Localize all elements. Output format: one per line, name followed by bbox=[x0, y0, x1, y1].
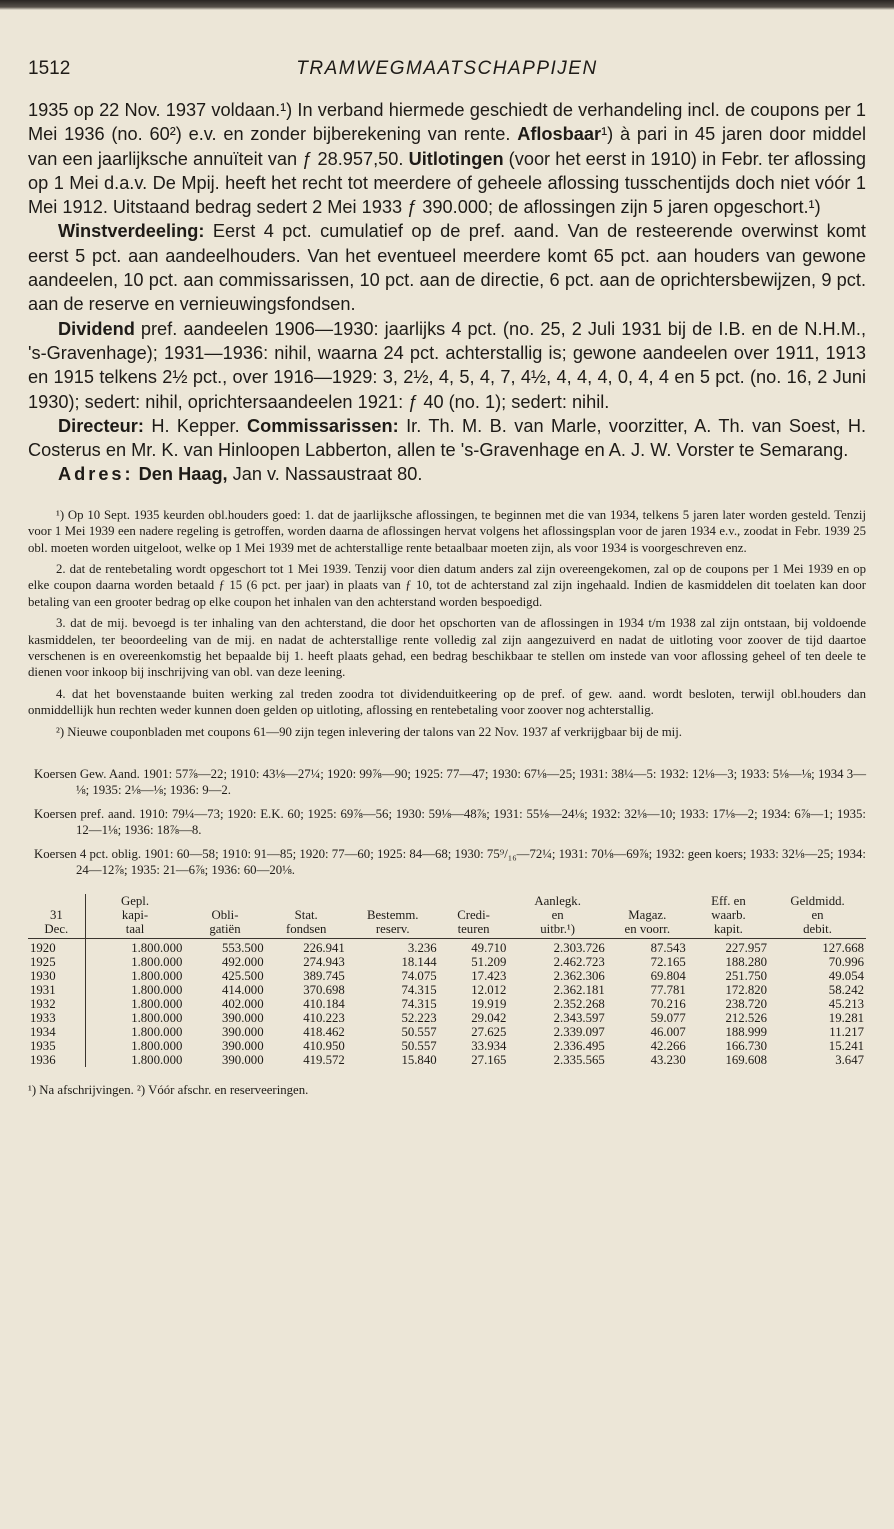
table-cell: 74.315 bbox=[401, 997, 437, 1012]
table-header-cell bbox=[439, 894, 509, 908]
table-cell: 49.710 bbox=[471, 941, 507, 956]
table-row bbox=[28, 969, 866, 983]
table-header-cell: teuren bbox=[439, 922, 509, 939]
table-row bbox=[28, 983, 866, 997]
text-uitlotingen: (voor het eerst in 1910) in Febr. ter aflossing op 1 Mei d.a.v. De Mpij. heeft het recht tot meerdere of geheele aflossing tusschentijds doch niet vóór 1 Mei 1912. Uitstaand bedrag sedert 2 Mei 1933 ƒ 390.000; de aflossingen zijn 5 jaren opgeschort.¹) bbox=[28, 148, 866, 218]
page-number: 1512 bbox=[28, 58, 71, 79]
label-directeur: Directeur: bbox=[58, 415, 144, 436]
koersen-obligaties: Koersen 4 pct. oblig. 1901: 60—58; 1910: 91—85; 1920: 77—60; 1925: 84—68; 1930: 75⁹/₁₆—72¼; 1931: 70⅛—69⅞; 1932: geen koers; 1933: 32⅛—25; 1934: 24—12⅞; 1935: 21—6⅞; 1936: 60—20⅛. bbox=[34, 846, 866, 878]
table-row bbox=[28, 1053, 866, 1067]
table-cell: 74.075 bbox=[401, 969, 437, 984]
label-uitlotingen: Uitlotingen bbox=[408, 148, 504, 169]
table-year-cell: 1935 bbox=[28, 1039, 85, 1053]
table-header-cell: taal bbox=[85, 922, 184, 939]
scan-edge bbox=[0, 0, 894, 10]
table-header-cell: en voorr. bbox=[607, 922, 688, 939]
table-cell: 43.230 bbox=[650, 1053, 686, 1068]
table-cell: 19.281 bbox=[828, 1011, 864, 1026]
table-header-cell: Stat. bbox=[294, 908, 318, 923]
table-header-cell: en bbox=[811, 908, 824, 923]
page bbox=[28, 58, 866, 1098]
table-header-cell: kapit. bbox=[688, 922, 769, 939]
table-cell: 1.800.000 bbox=[131, 983, 183, 998]
table-cell: 2.352.268 bbox=[553, 997, 605, 1012]
table-footnotes: ¹) Na afschrijvingen. ²) Vóór afschr. en reserveeringen. bbox=[28, 1083, 309, 1098]
paragraph-dividend bbox=[28, 317, 866, 414]
table-cell: 87.543 bbox=[650, 941, 686, 956]
adres-street: Jan v. Nassaustraat 80. bbox=[227, 464, 423, 485]
table-header-cell bbox=[266, 894, 347, 908]
table-cell: 419.572 bbox=[303, 1053, 345, 1068]
table-cell: 169.608 bbox=[725, 1053, 768, 1068]
table-cell: 29.042 bbox=[471, 1011, 507, 1026]
table-header-cell bbox=[607, 894, 688, 908]
adres-city: Den Haag, bbox=[133, 464, 228, 485]
table-cell: 2.362.181 bbox=[553, 983, 605, 998]
table-cell: 127.668 bbox=[822, 941, 864, 956]
table-cell: 1.800.000 bbox=[131, 955, 183, 970]
table-cell: 418.462 bbox=[303, 1025, 345, 1040]
table-cell: 410.950 bbox=[303, 1039, 345, 1054]
table-year-cell: 1936 bbox=[28, 1053, 85, 1067]
table-cell: 390.000 bbox=[222, 1053, 264, 1068]
table-cell: 46.007 bbox=[650, 1025, 686, 1040]
table-header-cell: fondsen bbox=[266, 922, 347, 939]
table-cell: 274.943 bbox=[303, 955, 345, 970]
table-cell: 2.339.097 bbox=[553, 1025, 605, 1040]
running-title: TRAMWEGMAATSCHAPPIJEN bbox=[296, 58, 598, 79]
table-cell: 188.999 bbox=[725, 1025, 768, 1040]
table-cell: 77.781 bbox=[650, 983, 686, 998]
table-cell: 414.000 bbox=[222, 983, 264, 998]
label-aflosbaar: Aflosbaar bbox=[517, 124, 602, 145]
table-header-cell: 31 bbox=[28, 908, 85, 922]
table-cell: 1.800.000 bbox=[131, 997, 183, 1012]
table-cell: 1.800.000 bbox=[131, 1011, 183, 1026]
table-cell: 51.209 bbox=[471, 955, 507, 970]
table-cell: 172.820 bbox=[725, 983, 768, 998]
table-cell: 3.647 bbox=[835, 1053, 864, 1068]
price-history bbox=[28, 766, 866, 878]
table-header-cell: Magaz. bbox=[628, 908, 667, 923]
table-header-cell: uitbr.¹) bbox=[508, 922, 606, 939]
table-cell: 49.054 bbox=[828, 969, 864, 984]
table-row bbox=[28, 955, 866, 969]
table-header-row bbox=[28, 922, 866, 939]
table-header-row bbox=[28, 894, 866, 908]
table-cell: 410.184 bbox=[303, 997, 345, 1012]
table-header-cell: Obli- bbox=[211, 908, 239, 923]
table-year-cell: 1933 bbox=[28, 1011, 85, 1025]
table-cell: 27.625 bbox=[471, 1025, 507, 1040]
table-header-cell: debit. bbox=[769, 922, 866, 939]
balance-table bbox=[28, 894, 866, 1067]
balance-table-header bbox=[28, 894, 866, 939]
table-row bbox=[28, 939, 866, 956]
table-cell: 45.213 bbox=[828, 997, 864, 1012]
label-dividend: Dividend bbox=[58, 318, 135, 339]
table-cell: 72.165 bbox=[650, 955, 686, 970]
table-cell: 52.223 bbox=[401, 1011, 437, 1026]
table-cell: 12.012 bbox=[471, 983, 507, 998]
table-year-cell: 1920 bbox=[28, 939, 85, 956]
table-year-cell: 1925 bbox=[28, 955, 85, 969]
table-header-cell: kapi- bbox=[121, 908, 149, 923]
table-cell: 70.216 bbox=[650, 997, 686, 1012]
table-header-cell: Bestemm. bbox=[366, 908, 419, 923]
table-header-cell: Dec. bbox=[28, 922, 85, 939]
text-dividend: pref. aandeelen 1906—1930: jaarlijks 4 pct. (no. 25, 2 Juli 1931 bij de I.B. en de N.H.M., 's-Gravenhage); 1931—1936: nihil, waarna 24 pct. achterstallig is; gewone aandeelen over 1911, 1913 en 1915 telkens 2½ pct., over 1916—1929: 3, 2½, 4, 5, 4, 7, 4½, 4, 4, 4, 0, 4, 4 en 5 pct. (no. 16, 2 Juni 1930); sedert: nihil, oprichtersaandeelen 1921: ƒ 40 (no. 1); sedert: nihil. bbox=[28, 318, 866, 412]
footnotes bbox=[28, 507, 866, 740]
text-directeur: H. Kepper. bbox=[143, 415, 248, 436]
table-cell: 166.730 bbox=[725, 1039, 768, 1054]
table-row bbox=[28, 1025, 866, 1039]
table-cell: 18.144 bbox=[401, 955, 437, 970]
table-cell: 390.000 bbox=[222, 1025, 264, 1040]
main-text bbox=[28, 98, 866, 487]
footnote-1-item-3: 3. dat de mij. bevoegd is ter inhaling van den achterstand, die door het opschorten van de aflossingen in 1934 t/m 1938 zal zijn ontstaan, bij voldoende kasmiddelen, ter beoordeeling van de mij. en nadat de achterstallige rente volledig zal zijn aangezuiverd en nadat de uitloting voor zoover de tijd daartoe verschenen is en overeenkomstig het bepaalde bij 1. heeft plaats gehad, een bedrag beschikbaar te stellen om instede van voor aflossing geheel of ten deele te dienen voor inkoop bij inschrijving van obl. van deze leening. bbox=[28, 616, 866, 680]
table-header-cell: Gepl. bbox=[120, 894, 150, 909]
table-cell: 238.720 bbox=[725, 997, 768, 1012]
table-cell: 2.462.723 bbox=[553, 955, 605, 970]
table-header-cell: reserv. bbox=[347, 922, 439, 939]
table-cell: 226.941 bbox=[303, 941, 345, 956]
table-cell: 1.800.000 bbox=[131, 941, 183, 956]
footnote-2: ²) Nieuwe couponbladen met coupons 61—90 zijn tegen inlevering der talons van 22 Nov. 1937 af verkrijgbaar bij de mij. bbox=[56, 724, 682, 739]
table-header-cell bbox=[347, 894, 439, 908]
table-cell: 42.266 bbox=[650, 1039, 686, 1054]
table-header-cell: gatiën bbox=[184, 922, 265, 939]
footnote-1-item-2: 2. dat de rentebetaling wordt opgeschort tot 1 Mei 1939. Tenzij voor dien datum anders zal zijn overeengekomen, zal op de coupons per 1 Mei 1939 en op elke coupon daarna worden betaald ƒ 15 (6 pct. per jaar) in plaats van ƒ 10, tot de achterstand zal zijn ingehaald. Indien de kasmiddelen dit toelaten kan door betaling van een grooter bedrag op elke coupon het inhalen van den achterstand worden bespoedigd. bbox=[28, 561, 866, 609]
table-cell: 50.557 bbox=[401, 1025, 437, 1040]
table-cell: 2.336.495 bbox=[553, 1039, 605, 1054]
table-row bbox=[28, 997, 866, 1011]
paragraph-adres bbox=[28, 462, 866, 486]
text-commissarissen: Ir. Th. M. B. van Marle, voorzitter, A. Th. van Soest, H. Costerus en Mr. K. van Hinloopen Labberton, allen te 's-Gravenhage en A. J. W. Vorster te Semarang. bbox=[28, 415, 867, 461]
table-cell: 70.996 bbox=[828, 955, 864, 970]
table-cell: 11.217 bbox=[829, 1025, 864, 1040]
table-cell: 389.745 bbox=[303, 969, 345, 984]
table-cell: 3.236 bbox=[407, 941, 437, 956]
table-cell: 227.957 bbox=[725, 941, 768, 956]
koersen-gewone-aandeelen: Koersen Gew. Aand. 1901: 57⅞—22; 1910: 43⅛—27¼; 1920: 99⅞—90; 1925: 77—47; 1930: 67⅛—25; 1931: 38¼—5: 1932: 12⅛—3; 1933: 5⅛—⅛; 1934 3—⅛; 1935: 2⅛—⅛; 1936: 9—2. bbox=[34, 767, 866, 798]
table-cell: 2.343.597 bbox=[553, 1011, 605, 1026]
balance-table-body bbox=[28, 939, 866, 1068]
table-cell: 188.280 bbox=[725, 955, 768, 970]
table-cell: 2.303.726 bbox=[553, 941, 605, 956]
table-cell: 212.526 bbox=[725, 1011, 768, 1026]
label-winstverdeeling: Winstverdeeling: bbox=[58, 221, 205, 242]
sup-aflosbaar: ¹) bbox=[601, 124, 614, 145]
table-cell: 2.362.306 bbox=[553, 969, 605, 984]
table-year-cell: 1930 bbox=[28, 969, 85, 983]
text-intro: 1935 op 22 Nov. 1937 voldaan.¹) In verband hiermede geschiedt de verhandeling incl. de coupons per 1 Mei 1936 (no. 60²) e.v. en zonder bijberekening van rente. bbox=[28, 100, 866, 145]
table-cell: 492.000 bbox=[222, 955, 264, 970]
table-cell: 370.698 bbox=[303, 983, 345, 998]
paragraph-directie bbox=[28, 414, 866, 463]
table-row bbox=[28, 1011, 866, 1025]
table-cell: 390.000 bbox=[222, 1039, 264, 1054]
table-cell: 69.804 bbox=[650, 969, 686, 984]
table-header-cell bbox=[184, 894, 265, 908]
table-cell: 33.934 bbox=[471, 1039, 507, 1054]
table-cell: 425.500 bbox=[222, 969, 264, 984]
page-header bbox=[28, 58, 866, 98]
table-row bbox=[28, 1039, 866, 1053]
table-year-cell: 1934 bbox=[28, 1025, 85, 1039]
table-header-cell: Credi- bbox=[457, 908, 490, 923]
table-cell: 19.919 bbox=[471, 997, 507, 1012]
table-cell: 15.840 bbox=[401, 1053, 437, 1068]
table-header-row bbox=[28, 908, 866, 922]
table-cell: 15.241 bbox=[828, 1039, 864, 1054]
footnote-1-item-4: 4. dat het bovenstaande buiten werking zal treden zoodra tot dividenduitkeering op de pref. of gew. aand. wordt besloten, terwijl obl.houders dan onmiddellijk hun rechten weder kunnen doen gelden op uitloting, aflossing en rentebetaling voor zoover nog achterstallig. bbox=[28, 686, 866, 718]
table-header-cell bbox=[28, 894, 85, 908]
paragraph-winstverdeeling bbox=[28, 219, 866, 316]
table-cell: 1.800.000 bbox=[131, 1039, 183, 1054]
label-commissarissen: Commissarissen: bbox=[247, 415, 399, 436]
table-header-cell: en bbox=[551, 908, 564, 923]
table-cell: 59.077 bbox=[650, 1011, 686, 1026]
table-cell: 50.557 bbox=[401, 1039, 437, 1054]
table-cell: 1.800.000 bbox=[131, 969, 183, 984]
table-cell: 17.423 bbox=[471, 969, 507, 984]
table-cell: 74.315 bbox=[401, 983, 437, 998]
table-year-cell: 1932 bbox=[28, 997, 85, 1011]
table-header-cell: waarb. bbox=[711, 908, 746, 923]
table-cell: 1.800.000 bbox=[131, 1025, 183, 1040]
koersen-pref-aandeelen: Koersen pref. aand. 1910: 79¼—73; 1920: E.K. 60; 1925: 69⅞—56; 1930: 59⅛—48⅞; 1931: 55⅛—24⅛; 1932: 32⅛—10; 1933: 17⅛—2; 1934: 6⅞—1; 1935: 12—1⅛; 1936: 18⅞—8. bbox=[34, 806, 866, 838]
table-header-cell: Aanlegk. bbox=[534, 894, 581, 909]
table-cell: 58.242 bbox=[828, 983, 864, 998]
table-cell: 2.335.565 bbox=[553, 1053, 605, 1068]
table-header-cell: Eff. en bbox=[711, 894, 746, 909]
table-cell: 402.000 bbox=[222, 997, 264, 1012]
table-cell: 410.223 bbox=[303, 1011, 345, 1026]
table-cell: 27.165 bbox=[471, 1053, 507, 1068]
table-cell: 390.000 bbox=[222, 1011, 264, 1026]
text-winstverdeeling: Eerst 4 pct. cumulatief op de pref. aand. Van de resteerende overwinst komt eerst 5 pct. aan aandeelhouders. Van het eventueel meerdere komt 65 pct. aan houders van gewone aandeelen, 10 pct. aan commissarissen, 10 pct. aan de directie, 6 pct. aan de oprichtersbewijzen, 9 pct. aan de reserve en vernieuwingsfondsen. bbox=[28, 221, 866, 315]
table-year-cell: 1931 bbox=[28, 983, 85, 997]
footnote-1-intro: ¹) Op 10 Sept. 1935 keurden obl.houders goed: 1. dat de jaarlijksche aflossingen, te beginnen met die van 1934, telkens 5 jaren later worden gesteld. Tenzij voor 1 Mei 1939 een nadere regeling is getroffen, worden daarna de aflossingen hervat volgens het aflossingsplan voor de jaren 1934 e.v., zoodat in Febr. 1939 25 obl. moeten worden uitgeloot, welke op 1 Mei 1939 met de achterstallige rente betaalbaar moeten zijn, als voor 1934 is voorgeschreven enz. bbox=[28, 507, 866, 555]
table-cell: 251.750 bbox=[725, 969, 768, 984]
table-cell: 553.500 bbox=[222, 941, 264, 956]
label-adres: Adres: bbox=[58, 464, 134, 485]
table-header-cell: Geldmidd. bbox=[790, 894, 845, 909]
paragraph-redemption bbox=[28, 98, 866, 219]
text-aflosbaar: à pari in 45 jaren door middel van een jaarlijksche annuïteit van ƒ 28.957,50. bbox=[28, 124, 866, 169]
table-cell: 1.800.000 bbox=[131, 1053, 183, 1068]
